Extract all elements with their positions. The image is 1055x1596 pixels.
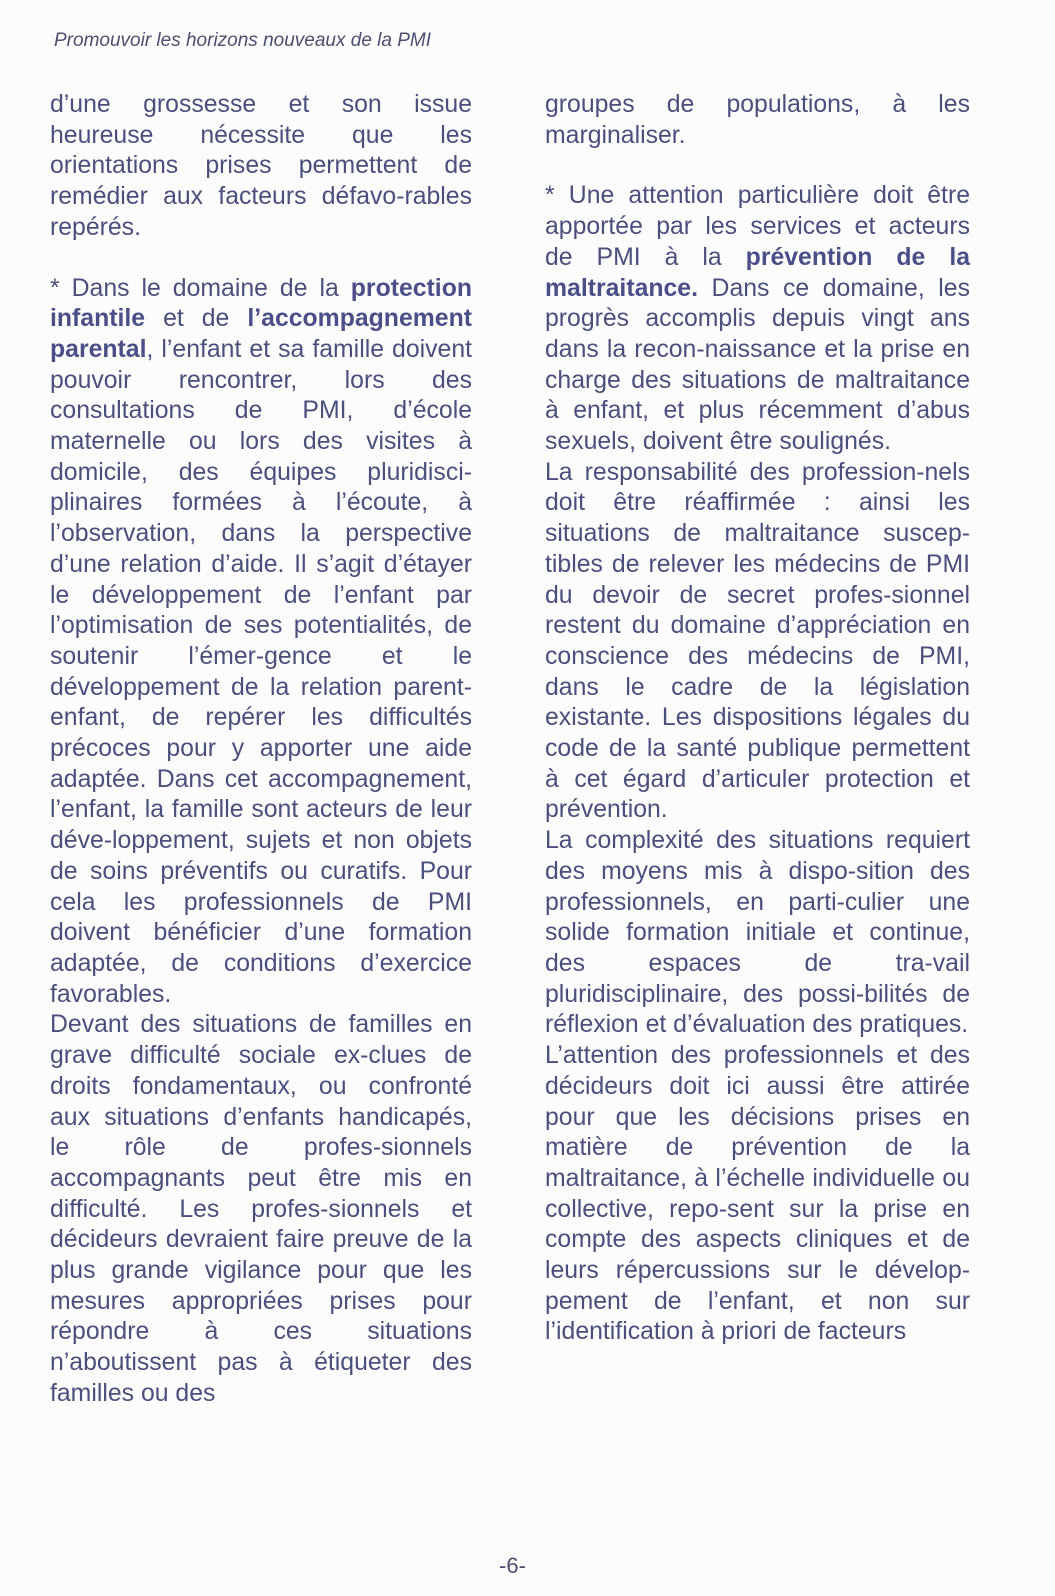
bold-accompagnement-parental: l’accompagnement parental	[50, 305, 472, 363]
right-paragraph-maltraitance	[545, 181, 970, 457]
left-paragraph-1: d’une grossesse et son issue heureuse nécessite que les orientations prises permettent de remédier aux facteurs défavo-rables repérés.	[50, 91, 472, 241]
left-paragraph-2-start: * Dans le domaine de la	[50, 274, 351, 302]
right-paragraph-3: La responsabilité des profession-nels doit être réaffirmée : ainsi les situations de maltraitance suscep-tibles de relever les médecins de PMI du devoir de secret profes-sionnel restent du domaine d’appréciation en conscience des médecins de PMI, dans le cadre de la législation existante. Les dispositions légales du code de la santé publique permettent à cet égard d’articuler protection et prévention.	[545, 458, 970, 824]
right-paragraph-4: La complexité des situations requiert des moyens mis à dispo-sition des professionnels, en parti-culier une solide formation initiale et continue, des espaces de tra-vail pluridisciplinaire, des possi-bilités de réflexion et d’évaluation des pratiques.	[545, 827, 970, 1039]
right-paragraph-5: L’attention des professionnels et des décideurs doit ici aussi être attirée pour que les décisions prises en matière de prévention de la maltraitance, à l’échelle individuelle ou collective, repo-sent sur la prise en compte des aspects cliniques et de leurs répercussions sur le dévelop-pement de l’enfant, et non sur l’identification à priori de facteurs	[545, 1042, 970, 1346]
bold-protection-infantile: protection infantile	[50, 274, 472, 333]
right-paragraph-2-rest: Dans ce domaine, les progrès accomplis depuis vingt ans dans la recon-naissance et la prise en charge des situations de maltraitance à enfant, et plus récemment d’abus sexuels, doivent être soulignés.	[545, 274, 970, 456]
right-paragraph-2-start: * Une attention particulière doit être apportée par les services et acteurs de PMI à la	[545, 182, 970, 271]
left-paragraph-3: Devant des situations de familles en grave difficulté sociale ex-clues de droits fondamentaux, ou confronté aux situations d’enfants handicapés, le rôle de profes-sionnels accompagnants peut être mis en difficulté. Les profes-sionnels et décideurs devraient faire preuve de la plus grande vigilance pour que les mesures appropriées prises pour répondre à ces situations n’aboutissent pas à étiqueter des familles ou des	[50, 1011, 472, 1407]
right-column	[545, 90, 970, 1348]
right-paragraph-1: groupes de populations, à les marginaliser.	[545, 91, 970, 149]
page-number: -6-	[499, 1553, 526, 1578]
bold-prevention-maltraitance: prévention de la maltraitance.	[545, 243, 970, 302]
running-header: Promouvoir les horizons nouveaux de la PMI	[54, 30, 432, 51]
left-paragraph-protection	[50, 274, 472, 1011]
left-paragraph-2-mid: et de	[145, 305, 248, 333]
left-column	[50, 90, 472, 1410]
left-paragraph-2-rest: , l’enfant et sa famille doivent pouvoir rencontrer, lors des consultations de PMI, d’école maternelle ou lors des visites à domicile, des équipes pluridisci-plinaires formées à l’écoute, à l’observation, dans la perspective d’une relation d’aide. Il s’agit d’étayer le développement de l’enfant par l’optimisation de ses potentialités, de soutenir l’émer-gence et le développement de la relation parent-enfant, de repérer les difficultés précoces pour y apporter une aide adaptée. Dans cet accompagnement, l’enfant, la famille sont acteurs de leur déve-loppement, sujets et non objets de soins préventifs ou curatifs. Pour cela les professionnels de PMI doivent bénéficier d’une formation adaptée, de conditions d’exercice favorables.	[50, 335, 472, 1008]
